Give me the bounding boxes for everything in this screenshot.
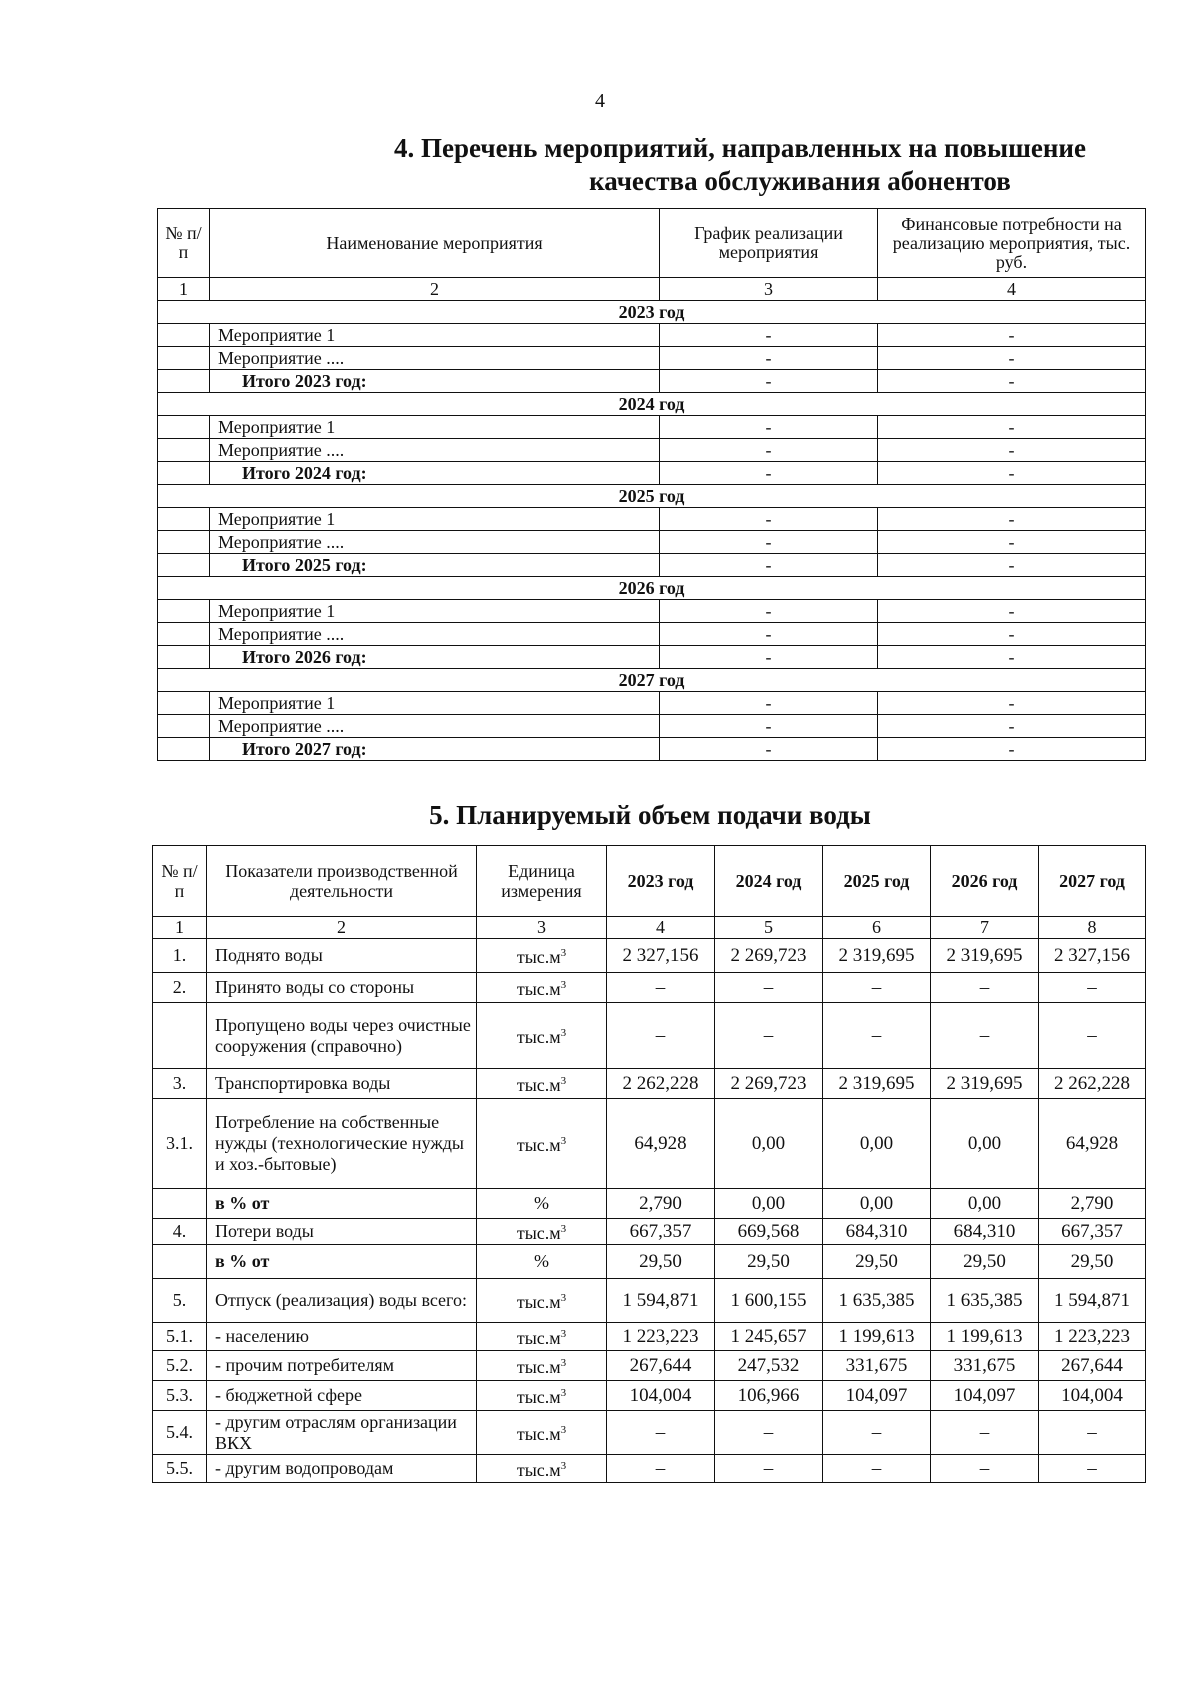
measure-name: Мероприятие .... [210, 715, 660, 738]
measure-name: Мероприятие .... [210, 347, 660, 370]
num-cell [158, 370, 210, 393]
schedule-cell: - [660, 623, 878, 646]
schedule-cell: - [660, 646, 878, 669]
header-cell: Показатели производственной деятельности [207, 846, 477, 917]
schedule-cell: - [660, 370, 878, 393]
column-number-cell: 4 [878, 278, 1146, 301]
value-cell: 669,568 [715, 1219, 823, 1245]
finance-cell: - [878, 347, 1146, 370]
page-number: 4 [595, 90, 605, 112]
table-row [153, 1351, 1146, 1381]
header-cell: 2026 год [931, 846, 1039, 917]
table-row [158, 623, 1146, 646]
unit-text: тыс.м [516, 979, 561, 999]
schedule-cell: - [660, 324, 878, 347]
value-cell: 0,00 [823, 1099, 931, 1189]
num-cell [158, 692, 210, 715]
measure-name: Мероприятие 1 [210, 416, 660, 439]
value-cell: 267,644 [607, 1351, 715, 1381]
table-row [158, 439, 1146, 462]
value-cell: – [1039, 1455, 1146, 1483]
value-cell: 1 600,155 [715, 1279, 823, 1323]
value-cell: – [607, 973, 715, 1003]
value-cell: 29,50 [823, 1245, 931, 1279]
year-cell: 2023 год [158, 301, 1146, 324]
indicator-name: в % от [207, 1245, 477, 1279]
num-cell [158, 462, 210, 485]
value-cell: – [1039, 973, 1146, 1003]
value-cell: 29,50 [1039, 1245, 1146, 1279]
table-row [158, 531, 1146, 554]
column-number-row [158, 278, 1146, 301]
value-cell: – [931, 1003, 1039, 1069]
num-cell [158, 554, 210, 577]
value-cell: 2 262,228 [1039, 1069, 1146, 1099]
row-number: 5.2. [153, 1351, 207, 1381]
finance-cell: - [878, 646, 1146, 669]
value-cell: 104,097 [931, 1381, 1039, 1411]
value-cell: 104,004 [1039, 1381, 1146, 1411]
value-cell: – [715, 973, 823, 1003]
unit-superscript: 3 [560, 1027, 567, 1039]
value-cell: 64,928 [607, 1099, 715, 1189]
finance-cell: - [878, 324, 1146, 347]
unit-cell [477, 1411, 607, 1455]
row-number: 1. [153, 939, 207, 973]
value-cell: – [931, 973, 1039, 1003]
num-cell [158, 623, 210, 646]
num-cell [158, 439, 210, 462]
water-supply-table [152, 845, 1146, 1483]
total-name: Итого 2027 год: [210, 738, 660, 761]
table-row [153, 1381, 1146, 1411]
finance-cell: - [878, 738, 1146, 761]
unit-text: тыс.м [516, 1357, 561, 1377]
unit-cell [477, 1381, 607, 1411]
value-cell: 1 199,613 [823, 1323, 931, 1351]
indicator-name: Потери воды [207, 1219, 477, 1245]
column-number-row [153, 917, 1146, 939]
unit-text: тыс.м [516, 1292, 561, 1312]
column-number-cell: 2 [207, 917, 477, 939]
num-cell [158, 738, 210, 761]
table-row [153, 1189, 1146, 1219]
table-row [153, 1455, 1146, 1483]
header-cell: Финансовые потребности на реализацию мероприятия, тыс. руб. [878, 209, 1146, 278]
unit-superscript: 3 [560, 1075, 567, 1087]
section4-title-line2: качества обслуживания абонентов [589, 166, 1011, 196]
indicator-name: в % от [207, 1189, 477, 1219]
total-name: Итого 2026 год: [210, 646, 660, 669]
column-number-cell: 4 [607, 917, 715, 939]
row-number [153, 1189, 207, 1219]
indicator-name: Пропущено воды через очистные сооружения (справочно) [207, 1003, 477, 1069]
table-row [153, 1099, 1146, 1189]
value-cell: 0,00 [715, 1189, 823, 1219]
header-cell: 2023 год [607, 846, 715, 917]
value-cell: – [823, 1455, 931, 1483]
value-cell: 29,50 [715, 1245, 823, 1279]
unit-cell [477, 1323, 607, 1351]
table-row [153, 1323, 1146, 1351]
row-number: 5.5. [153, 1455, 207, 1483]
header-cell: График реализации мероприятия [660, 209, 878, 278]
value-cell: – [823, 1003, 931, 1069]
total-row [158, 370, 1146, 393]
unit-text: тыс.м [516, 1460, 561, 1480]
total-name: Итого 2023 год: [210, 370, 660, 393]
indicator-name: - населению [207, 1323, 477, 1351]
unit-text: тыс.м [516, 1223, 561, 1243]
column-number-cell: 3 [477, 917, 607, 939]
unit-superscript: 3 [560, 1387, 567, 1399]
table-row [153, 939, 1146, 973]
finance-cell: - [878, 600, 1146, 623]
table-row [153, 1219, 1146, 1245]
value-cell: 0,00 [931, 1099, 1039, 1189]
value-cell: 1 594,871 [607, 1279, 715, 1323]
unit-text: тыс.м [516, 1027, 561, 1047]
finance-cell: - [878, 692, 1146, 715]
value-cell: 0,00 [823, 1189, 931, 1219]
header-cell: № п/п [158, 209, 210, 278]
unit-superscript: 3 [560, 1223, 567, 1235]
section5-title: 5. Планируемый объем подачи воды [429, 800, 871, 830]
value-cell: 106,966 [715, 1381, 823, 1411]
table-row [153, 1411, 1146, 1455]
value-cell: – [1039, 1003, 1146, 1069]
unit-superscript: 3 [560, 1424, 567, 1436]
year-row [158, 485, 1146, 508]
row-number: 3.1. [153, 1099, 207, 1189]
total-row [158, 554, 1146, 577]
finance-cell: - [878, 370, 1146, 393]
indicator-name: Поднято воды [207, 939, 477, 973]
header-cell: Наименование мероприятия [210, 209, 660, 278]
value-cell: 104,097 [823, 1381, 931, 1411]
table-row [153, 1245, 1146, 1279]
value-cell: 247,532 [715, 1351, 823, 1381]
indicator-name: Отпуск (реализация) воды всего: [207, 1279, 477, 1323]
value-cell: – [607, 1411, 715, 1455]
schedule-cell: - [660, 416, 878, 439]
finance-cell: - [878, 531, 1146, 554]
value-cell: 2 262,228 [607, 1069, 715, 1099]
table-row [153, 1003, 1146, 1069]
indicator-name: Принято воды со стороны [207, 973, 477, 1003]
num-cell [158, 508, 210, 531]
unit-cell [477, 939, 607, 973]
value-cell: 2 319,695 [931, 1069, 1039, 1099]
value-cell: 1 594,871 [1039, 1279, 1146, 1323]
unit-cell: % [477, 1245, 607, 1279]
table-row [153, 973, 1146, 1003]
table-row [158, 347, 1146, 370]
total-row [158, 646, 1146, 669]
indicator-name: - другим отраслям организации ВКХ [207, 1411, 477, 1455]
table-row [158, 600, 1146, 623]
measure-name: Мероприятие 1 [210, 324, 660, 347]
value-cell: 1 245,657 [715, 1323, 823, 1351]
schedule-cell: - [660, 600, 878, 623]
value-cell: 684,310 [931, 1219, 1039, 1245]
row-number: 5.1. [153, 1323, 207, 1351]
value-cell: – [931, 1455, 1039, 1483]
num-cell [158, 600, 210, 623]
value-cell: – [607, 1003, 715, 1069]
measure-name: Мероприятие 1 [210, 692, 660, 715]
schedule-cell: - [660, 508, 878, 531]
unit-superscript: 3 [560, 1357, 567, 1369]
section4-title-line1: 4. Перечень мероприятий, направленных на повышение [394, 133, 1086, 163]
unit-text: тыс.м [516, 947, 561, 967]
finance-cell: - [878, 554, 1146, 577]
unit-superscript: 3 [560, 1135, 567, 1147]
header-cell: Единица измерения [477, 846, 607, 917]
total-row [158, 738, 1146, 761]
unit-superscript: 3 [560, 1460, 567, 1472]
row-number [153, 1003, 207, 1069]
table-row [158, 416, 1146, 439]
total-row [158, 462, 1146, 485]
unit-superscript: 3 [560, 1292, 567, 1304]
measure-name: Мероприятие .... [210, 439, 660, 462]
column-number-cell: 2 [210, 278, 660, 301]
indicator-name: - прочим потребителям [207, 1351, 477, 1381]
unit-text: тыс.м [516, 1135, 561, 1155]
column-number-cell: 1 [158, 278, 210, 301]
value-cell: 1 635,385 [931, 1279, 1039, 1323]
value-cell: 29,50 [607, 1245, 715, 1279]
unit-cell [477, 1279, 607, 1323]
value-cell: 331,675 [823, 1351, 931, 1381]
value-cell: – [715, 1411, 823, 1455]
header-cell: 2027 год [1039, 846, 1146, 917]
row-number: 5.4. [153, 1411, 207, 1455]
num-cell [158, 715, 210, 738]
measure-name: Мероприятие 1 [210, 600, 660, 623]
row-number: 2. [153, 973, 207, 1003]
schedule-cell: - [660, 531, 878, 554]
value-cell: – [715, 1455, 823, 1483]
value-cell: 0,00 [931, 1189, 1039, 1219]
finance-cell: - [878, 462, 1146, 485]
value-cell: 2 269,723 [715, 1069, 823, 1099]
value-cell: 2 319,695 [823, 1069, 931, 1099]
value-cell: 1 223,223 [1039, 1323, 1146, 1351]
column-number-cell: 5 [715, 917, 823, 939]
finance-cell: - [878, 416, 1146, 439]
value-cell: 2 319,695 [823, 939, 931, 973]
unit-superscript: 3 [560, 947, 567, 959]
value-cell: 2,790 [607, 1189, 715, 1219]
indicator-name: Транспортировка воды [207, 1069, 477, 1099]
value-cell: 2 269,723 [715, 939, 823, 973]
value-cell: 2 327,156 [1039, 939, 1146, 973]
year-row [158, 301, 1146, 324]
schedule-cell: - [660, 738, 878, 761]
year-row [158, 393, 1146, 416]
value-cell: 667,357 [1039, 1219, 1146, 1245]
value-cell: 667,357 [607, 1219, 715, 1245]
value-cell: – [823, 1411, 931, 1455]
value-cell: 104,004 [607, 1381, 715, 1411]
table-row [158, 508, 1146, 531]
unit-cell [477, 973, 607, 1003]
total-name: Итого 2024 год: [210, 462, 660, 485]
value-cell: 2 327,156 [607, 939, 715, 973]
section4-title [340, 132, 1140, 198]
unit-text: тыс.м [516, 1328, 561, 1348]
finance-cell: - [878, 508, 1146, 531]
unit-superscript: 3 [560, 1328, 567, 1340]
finance-cell: - [878, 439, 1146, 462]
unit-text: тыс.м [516, 1387, 561, 1407]
column-number-cell: 6 [823, 917, 931, 939]
value-cell: – [607, 1455, 715, 1483]
table-row [158, 692, 1146, 715]
value-cell: – [1039, 1411, 1146, 1455]
unit-text: тыс.м [516, 1424, 561, 1444]
column-number-cell: 3 [660, 278, 878, 301]
column-number-cell: 8 [1039, 917, 1146, 939]
total-name: Итого 2025 год: [210, 554, 660, 577]
value-cell: – [715, 1003, 823, 1069]
finance-cell: - [878, 623, 1146, 646]
finance-cell: - [878, 715, 1146, 738]
value-cell: 29,50 [931, 1245, 1039, 1279]
table-header-row [153, 846, 1146, 917]
value-cell: 1 635,385 [823, 1279, 931, 1323]
schedule-cell: - [660, 347, 878, 370]
year-cell: 2025 год [158, 485, 1146, 508]
row-number: 5.3. [153, 1381, 207, 1411]
value-cell: 1 199,613 [931, 1323, 1039, 1351]
year-cell: 2024 год [158, 393, 1146, 416]
schedule-cell: - [660, 439, 878, 462]
table-row [153, 1069, 1146, 1099]
table-row [158, 715, 1146, 738]
schedule-cell: - [660, 462, 878, 485]
indicator-name: - другим водопроводам [207, 1455, 477, 1483]
year-cell: 2026 год [158, 577, 1146, 600]
measure-name: Мероприятие .... [210, 623, 660, 646]
table-header-row [158, 209, 1146, 278]
value-cell: 684,310 [823, 1219, 931, 1245]
value-cell: 64,928 [1039, 1099, 1146, 1189]
value-cell: 331,675 [931, 1351, 1039, 1381]
row-number: 3. [153, 1069, 207, 1099]
schedule-cell: - [660, 715, 878, 738]
unit-cell [477, 1219, 607, 1245]
indicator-name: Потребление на собственные нужды (технологические нужды и хоз.-бытовые) [207, 1099, 477, 1189]
value-cell: 2 319,695 [931, 939, 1039, 973]
value-cell: 1 223,223 [607, 1323, 715, 1351]
table-row [158, 324, 1146, 347]
column-number-cell: 1 [153, 917, 207, 939]
schedule-cell: - [660, 554, 878, 577]
schedule-cell: - [660, 692, 878, 715]
row-number: 5. [153, 1279, 207, 1323]
row-number: 4. [153, 1219, 207, 1245]
measure-name: Мероприятие 1 [210, 508, 660, 531]
table-row [153, 1279, 1146, 1323]
measure-name: Мероприятие .... [210, 531, 660, 554]
num-cell [158, 531, 210, 554]
year-cell: 2027 год [158, 669, 1146, 692]
indicator-name: - бюджетной сфере [207, 1381, 477, 1411]
unit-text: тыс.м [516, 1075, 561, 1095]
year-row [158, 577, 1146, 600]
value-cell: 0,00 [715, 1099, 823, 1189]
unit-superscript: 3 [560, 979, 567, 991]
num-cell [158, 416, 210, 439]
unit-cell [477, 1455, 607, 1483]
column-number-cell: 7 [931, 917, 1039, 939]
value-cell: – [931, 1411, 1039, 1455]
value-cell: 2,790 [1039, 1189, 1146, 1219]
value-cell: 267,644 [1039, 1351, 1146, 1381]
unit-cell [477, 1351, 607, 1381]
num-cell [158, 347, 210, 370]
year-row [158, 669, 1146, 692]
header-cell: № п/п [153, 846, 207, 917]
measures-table [157, 208, 1146, 761]
unit-cell: % [477, 1189, 607, 1219]
num-cell [158, 324, 210, 347]
unit-cell [477, 1003, 607, 1069]
header-cell: 2025 год [823, 846, 931, 917]
header-cell: 2024 год [715, 846, 823, 917]
row-number [153, 1245, 207, 1279]
num-cell [158, 646, 210, 669]
unit-cell [477, 1099, 607, 1189]
unit-cell [477, 1069, 607, 1099]
value-cell: – [823, 973, 931, 1003]
